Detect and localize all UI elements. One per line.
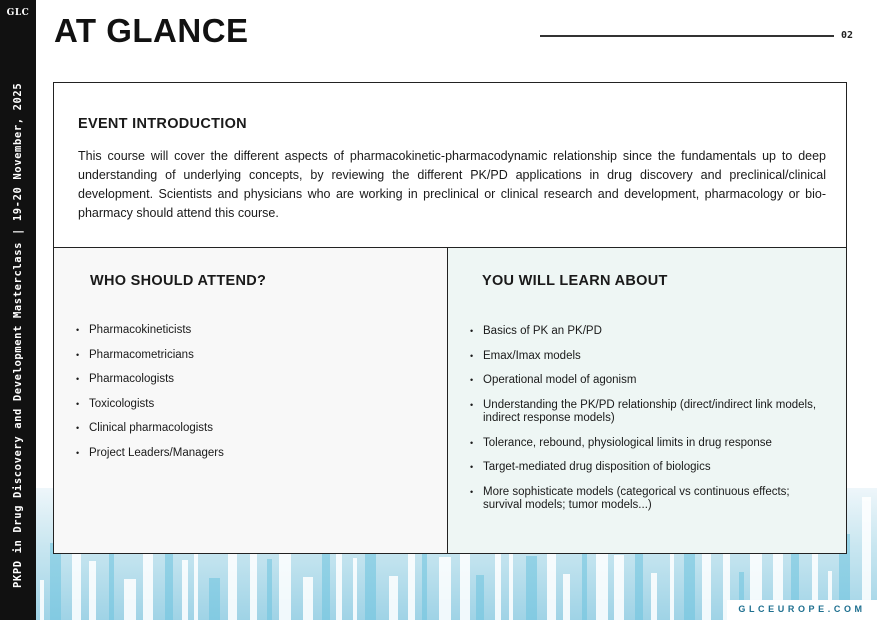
list-item: • Pharmacokineticists xyxy=(76,324,436,337)
who-list xyxy=(76,324,436,471)
list-item: • Project Leaders/Managers xyxy=(76,447,436,460)
list-item: • Pharmacologists xyxy=(76,373,436,386)
list-item: • Operational model of agonism xyxy=(470,374,830,387)
sidebar xyxy=(0,0,36,620)
decorative-stripe xyxy=(614,555,624,620)
decorative-stripe xyxy=(563,574,570,620)
website-link[interactable]: GLCEUROPE.COM xyxy=(738,604,866,614)
website-footer xyxy=(727,600,877,620)
decorative-stripe xyxy=(439,557,451,620)
learn-list xyxy=(470,325,830,524)
learn-heading: YOU WILL LEARN ABOUT xyxy=(482,273,668,289)
decorative-stripe xyxy=(702,554,711,620)
decorative-stripe xyxy=(303,577,313,620)
list-item: • Emax/Imax models xyxy=(470,350,830,363)
decorative-stripe xyxy=(124,579,136,620)
page-number: 02 xyxy=(841,30,854,41)
list-item: • Tolerance, rebound, physiological limits in drug response xyxy=(470,437,830,450)
list-item: • Pharmacometricians xyxy=(76,349,436,362)
sidebar-event-title: PKPD in Drug Discovery and Development Masterclass | 19-20 November, 2025 xyxy=(12,82,24,588)
event-introduction-box xyxy=(53,82,847,248)
decorative-stripe xyxy=(353,558,357,620)
you-will-learn-box xyxy=(447,247,847,554)
decorative-stripe xyxy=(526,556,537,620)
list-item: • More sophisticate models (categorical vs continuous effects; survival models; tumor models...) xyxy=(470,486,830,512)
page-title: AT GLANCE xyxy=(54,12,249,49)
decorative-stripe xyxy=(476,575,484,620)
decorative-stripe xyxy=(389,576,398,620)
title-divider xyxy=(540,35,834,37)
list-item: • Basics of PK an PK/PD xyxy=(470,325,830,338)
list-item: • Clinical pharmacologists xyxy=(76,422,436,435)
decorative-stripe xyxy=(89,561,96,620)
list-item: • Toxicologists xyxy=(76,398,436,411)
list-item: • Target-mediated drug disposition of biologics xyxy=(470,461,830,474)
decorative-stripe xyxy=(209,578,220,620)
who-heading: WHO SHOULD ATTEND? xyxy=(90,273,267,289)
decorative-stripe xyxy=(50,543,61,620)
decorative-stripe xyxy=(267,559,272,620)
list-item: • Understanding the PK/PD relationship (direct/indirect link models, indirect response models) xyxy=(470,399,830,425)
decorative-stripe xyxy=(40,580,44,620)
glc-logo: GLC xyxy=(6,8,30,18)
decorative-stripe xyxy=(651,573,657,620)
intro-heading: EVENT INTRODUCTION xyxy=(78,116,247,132)
who-should-attend-box xyxy=(53,247,448,554)
intro-text: This course will cover the different aspects of pharmacokinetic-pharmacodynamic relationship since the fundamentals up to deep understanding of underlying concepts, by reviewing the different PK/PD applications in drug discovery and preclinical/clinical development. Scientists and physicians who are working in preclinical or clinical research and development, pharmacology or bio-pharmacy should attend this course. xyxy=(78,149,826,220)
decorative-stripe xyxy=(182,560,188,620)
